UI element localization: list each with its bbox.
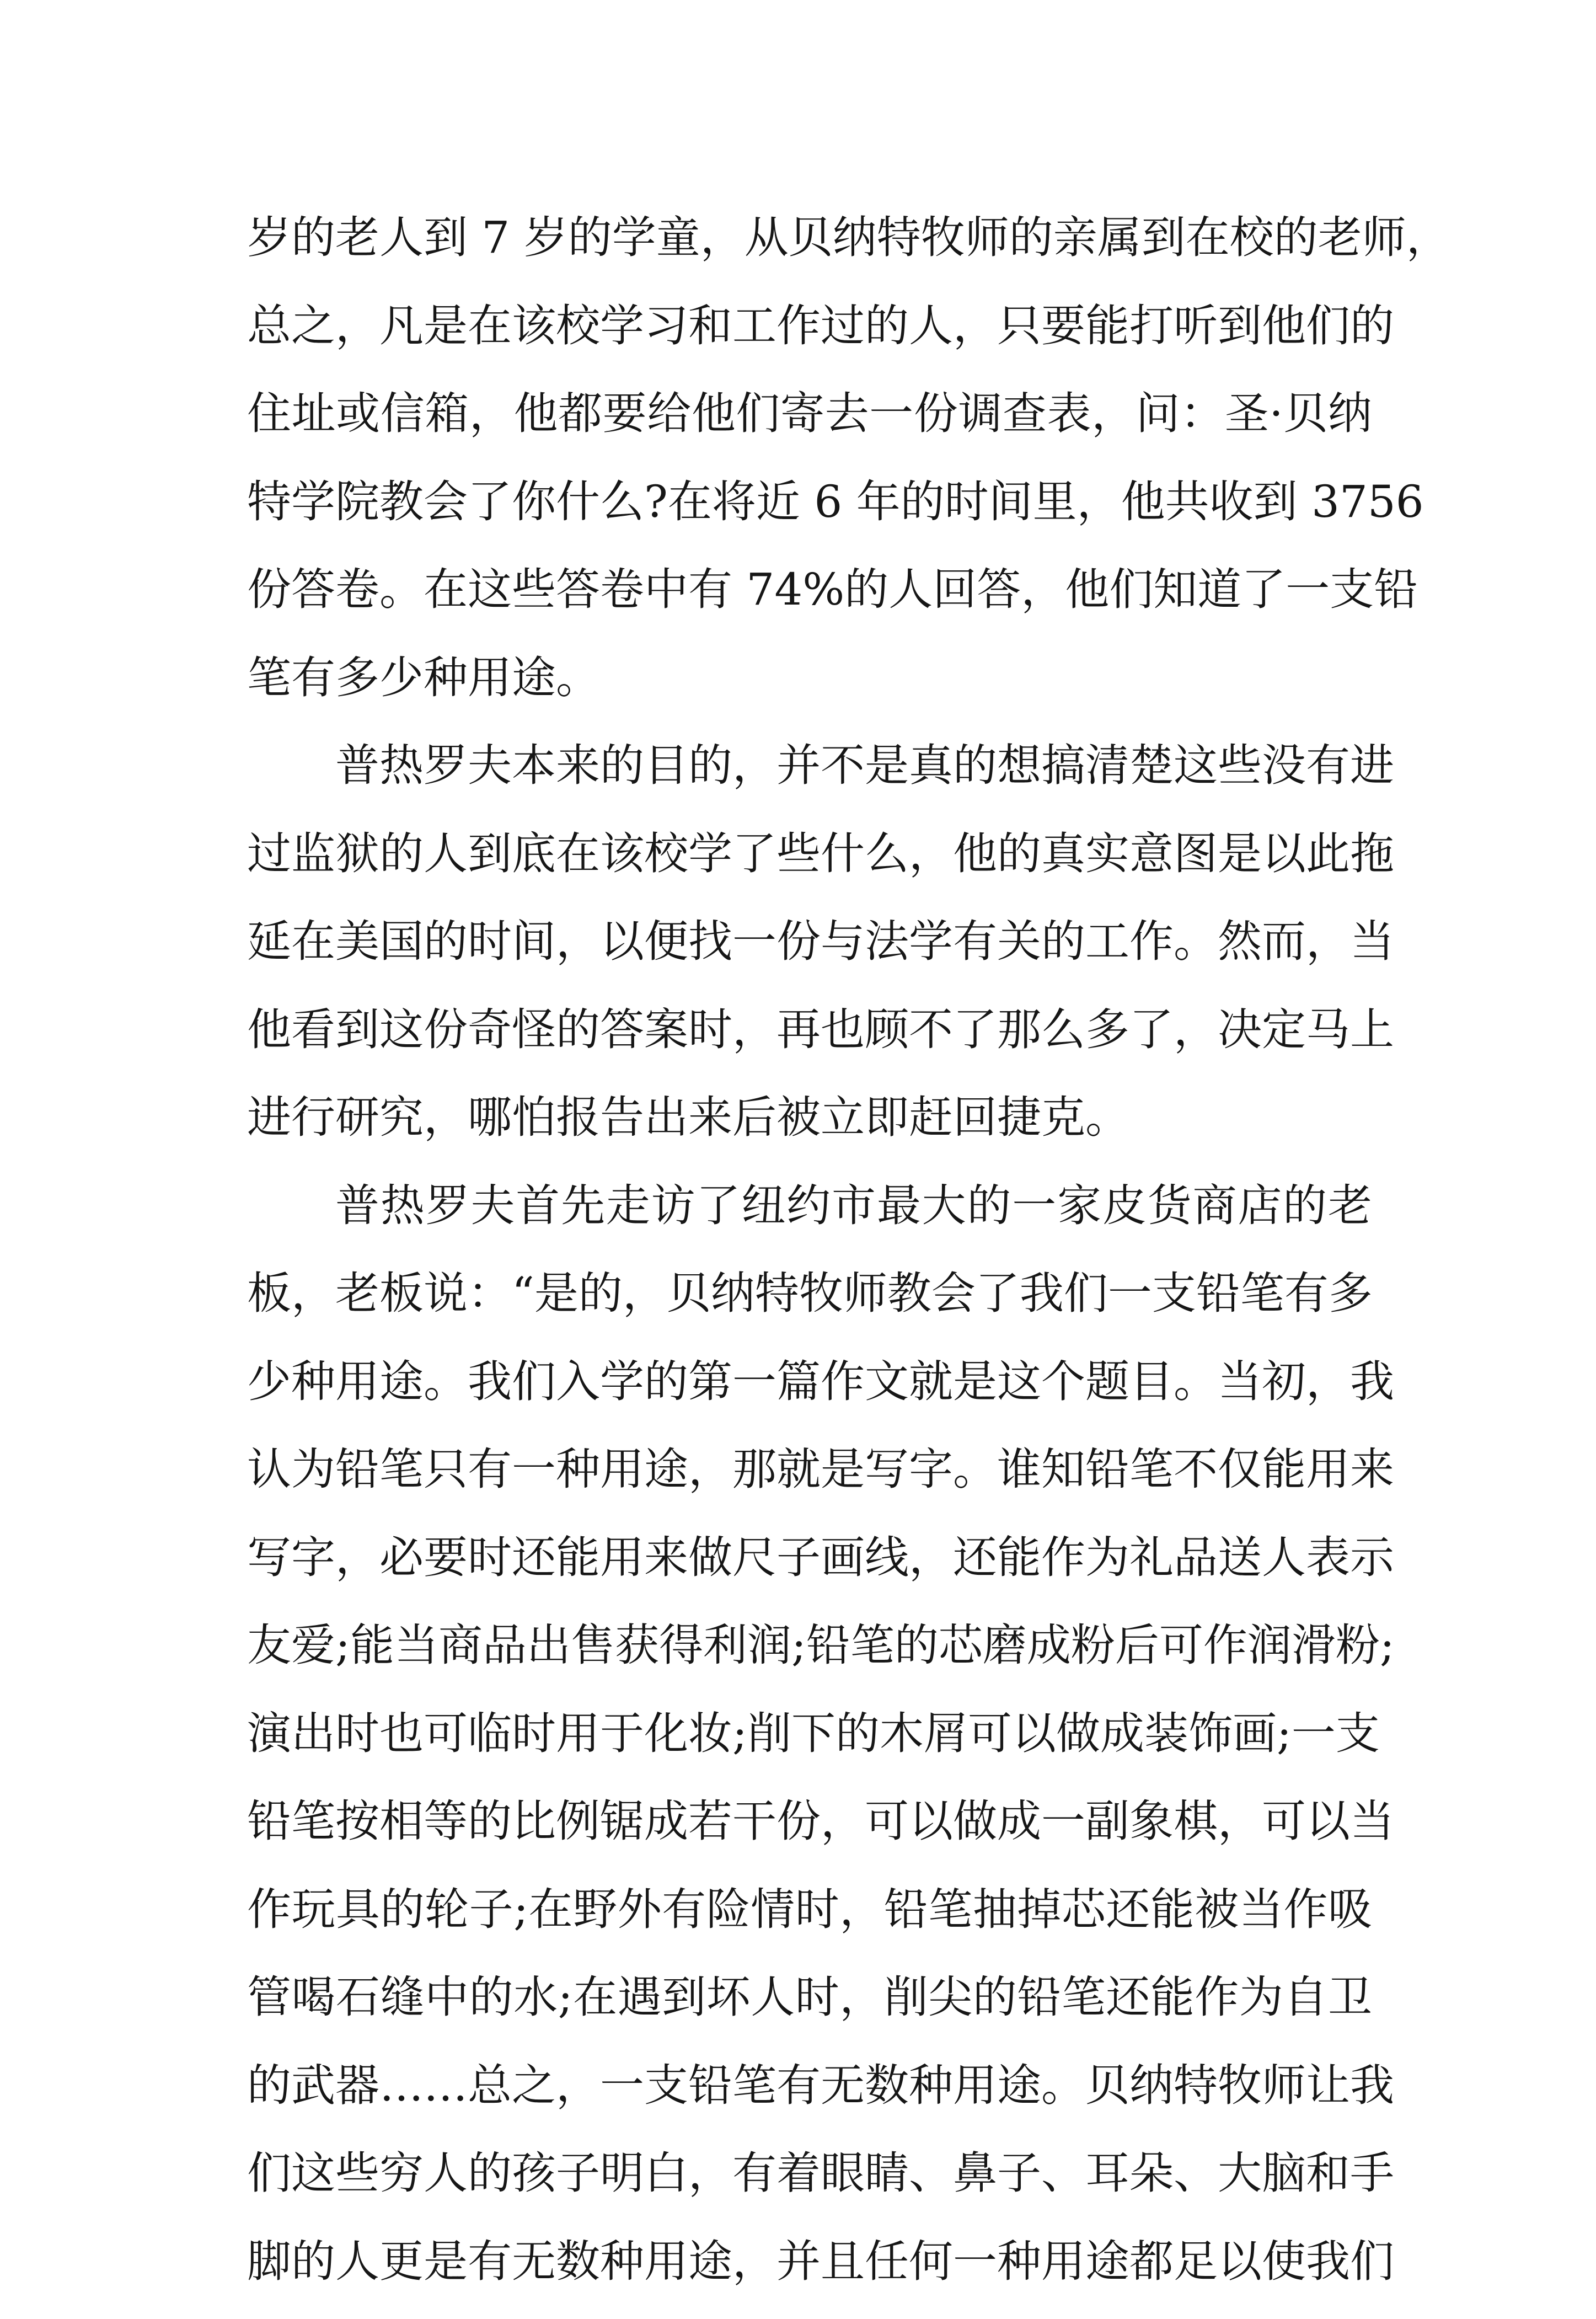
text-line: 普热罗夫本来的目的，并不是真的想搞清楚这些没有进 [247,735,1372,824]
text-line: 友爱;能当商品出售获得利润;铅笔的芯磨成粉后可作润滑粉; [247,1615,1372,1703]
text-line: 进行研究，哪怕报告出来后被立即赶回捷克。 [247,1087,1372,1175]
text-line: 特学院教会了你什么?在将近 6 年的时间里，他共收到 3756 [247,472,1372,560]
text-line: 作玩具的轮子;在野外有险情时，铅笔抽掉芯还能被当作吸 [247,1879,1372,1968]
text-line: 少种用途。我们入学的第一篇作文就是这个题目。当初，我 [247,1351,1372,1440]
text-line: 们这些穷人的孩子明白，有着眼睛、鼻子、耳朵、大脑和手 [247,2143,1372,2231]
paragraph-2 [247,735,1372,1175]
text-line: 普热罗夫首先走访了纽约市最大的一家皮货商店的老 [247,1175,1372,1264]
text-line: 份答卷。在这些答卷中有 74%的人回答，他们知道了一支铅 [247,559,1372,648]
text-line: 认为铅笔只有一种用途，那就是写字。谁知铅笔不仅能用来 [247,1439,1372,1527]
text-line: 管喝石缝中的水;在遇到坏人时，削尖的铅笔还能作为自卫 [247,1967,1372,2055]
text-line: 演出时也可临时用于化妆;削下的木屑可以做成装饰画;一支 [247,1703,1372,1792]
text-line: 写字，必要时还能用来做尺子画线，还能作为礼品送人表示 [247,1527,1372,1616]
paragraph-1 [247,207,1372,735]
text-line: 过监狱的人到底在该校学了些什么，他的真实意图是以此拖 [247,824,1372,912]
text-line: 延在美国的时间，以便找一份与法学有关的工作。然而，当 [247,911,1372,1000]
text-line: 总之，凡是在该校学习和工作过的人，只要能打听到他们的 [247,296,1372,384]
text-line: 住址或信箱，他都要给他们寄去一份调查表，问：圣·贝纳 [247,383,1372,472]
text-line: 笔有多少种用途。 [247,648,1372,736]
text-line: 的武器……总之，一支铅笔有无数种用途。贝纳特牧师让我 [247,2055,1372,2144]
paragraph-3 [247,1175,1372,2319]
text-line: 脚的人更是有无数种用途，并且任何一种用途都足以使我们 [247,2231,1372,2319]
document-body [247,207,1372,2319]
text-line: 岁的老人到 7 岁的学童，从贝纳特牧师的亲属到在校的老师， [247,207,1372,296]
text-line: 他看到这份奇怪的答案时，再也顾不了那么多了，决定马上 [247,1000,1372,1088]
text-line: 铅笔按相等的比例锯成若干份，可以做成一副象棋，可以当 [247,1791,1372,1879]
text-line: 板，老板说：“是的，贝纳特牧师教会了我们一支铅笔有多 [247,1263,1372,1351]
